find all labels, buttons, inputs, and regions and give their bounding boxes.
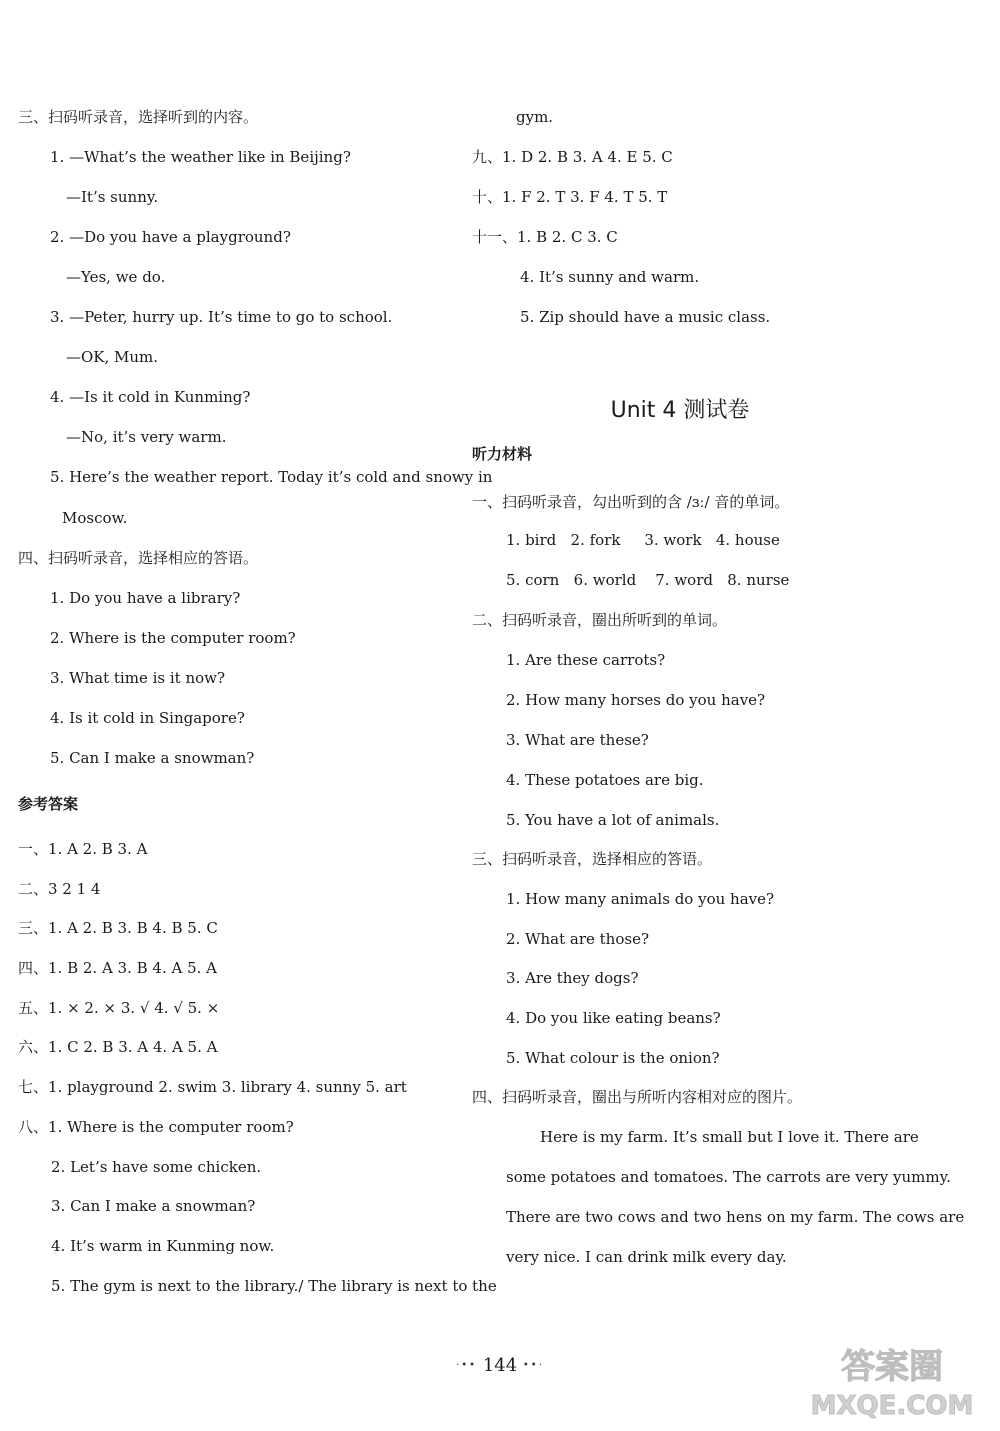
section-title: 一、扫码听录音，勾出听到的含 /ɜː/ 音的单词。 (472, 493, 790, 511)
question-line: 5. What colour is the onion? (506, 1049, 720, 1067)
dialogue-line: —It’s sunny. (66, 188, 159, 206)
question-line: 4. Is it cold in Singapore? (50, 709, 245, 727)
dialogue-line: —No, it’s very warm. (66, 428, 227, 446)
question-line: 2. Where is the computer room? (50, 629, 296, 647)
question-line: 5. You have a lot of animals. (506, 811, 720, 829)
page-number: 144 (482, 1355, 518, 1376)
question-line: 3. What are these? (506, 731, 649, 749)
question-line: 3. What time is it now? (50, 669, 226, 687)
footer-dots-left: ·•• (456, 1360, 478, 1371)
answer-line: 4. It’s warm in Kunming now. (51, 1237, 275, 1255)
answer-line: 2. Let’s have some chicken. (51, 1158, 262, 1176)
dialogue-line: —Yes, we do. (66, 268, 166, 286)
section-title: 三、扫码听录音，选择相应的答语。 (472, 850, 713, 868)
dialogue-line: 3. —Peter, hurry up. It’s time to go to school. (50, 308, 393, 326)
question-line: 3. Are they dogs? (506, 969, 639, 987)
question-line: 1. Do you have a library? (50, 589, 241, 607)
answer-line: 二、3 2 1 4 (18, 880, 101, 898)
passage-line: There are two cows and two hens on my farm. The cows are (506, 1208, 965, 1226)
answer-line: 八、1. Where is the computer room? (18, 1118, 294, 1136)
passage-line: Here is my farm. It’s small but I love it. There are (540, 1128, 919, 1146)
section-title: 四、扫码听录音，圈出与所听内容相对应的图片。 (472, 1088, 803, 1106)
svg-text:MXQE.COM: MXQE.COM (810, 1391, 974, 1421)
answer-line: 七、1. playground 2. swim 3. library 4. sunny 5. art (18, 1078, 407, 1096)
answer-line: 六、1. C 2. B 3. A 4. A 5. A (18, 1038, 218, 1056)
dialogue-line: —OK, Mum. (66, 348, 159, 366)
word-list: 1. bird 2. fork 3. work 4. house (506, 531, 780, 549)
answer-line: 四、1. B 2. A 3. B 4. A 5. A (18, 959, 218, 977)
unit-title: Unit 4 测试卷 (610, 398, 750, 423)
dialogue-line: Moscow. (62, 509, 128, 527)
section-title: 四、扫码听录音，选择相应的答语。 (18, 549, 259, 567)
answer-line: 一、1. A 2. B 3. A (18, 840, 148, 858)
passage-line: some potatoes and tomatoes. The carrots are very yummy. (506, 1168, 951, 1186)
dialogue-line: 2. —Do you have a playground? (50, 228, 291, 246)
question-line: 2. What are those? (506, 930, 649, 948)
footer-dots-right: ••· (522, 1360, 544, 1371)
answer-line: 十一、1. B 2. C 3. C (472, 228, 618, 246)
watermark-logo (802, 1338, 982, 1423)
answer-line: 3. Can I make a snowman? (51, 1197, 256, 1215)
answer-line: 5. Zip should have a music class. (520, 308, 771, 326)
question-line: 5. Can I make a snowman? (50, 749, 255, 767)
question-line: 4. These potatoes are big. (506, 771, 704, 789)
question-line: 1. How many animals do you have? (506, 890, 775, 908)
svg-text:答案圈: 答案圈 (841, 1347, 943, 1387)
passage-line: very nice. I can drink milk every day. (506, 1248, 787, 1266)
answer-line: 5. The gym is next to the library./ The library is next to the (51, 1277, 497, 1295)
listening-heading: 听力材料 (472, 445, 533, 463)
answers-heading: 参考答案 (18, 795, 79, 813)
answer-line: 三、1. A 2. B 3. B 4. B 5. C (18, 919, 218, 937)
answer-line: 十、1. F 2. T 3. F 4. T 5. T (472, 188, 668, 206)
section-title: 三、扫码听录音，选择听到的内容。 (18, 108, 259, 126)
section-title: 二、扫码听录音，圈出所听到的单词。 (472, 611, 728, 629)
question-line: 2. How many horses do you have? (506, 691, 766, 709)
question-line: 4. Do you like eating beans? (506, 1009, 721, 1027)
answer-line: 九、1. D 2. B 3. A 4. E 5. C (472, 148, 673, 166)
answer-line: 4. It’s sunny and warm. (520, 268, 700, 286)
answer-line: 五、1. × 2. × 3. √ 4. √ 5. × (18, 999, 220, 1017)
dialogue-line: 1. —What’s the weather like in Beijing? (50, 148, 351, 166)
word-list: 5. corn 6. world 7. word 8. nurse (506, 571, 790, 589)
answer-line: gym. (516, 108, 554, 126)
dialogue-line: 5. Here’s the weather report. Today it’s cold and snowy in (50, 468, 493, 486)
dialogue-line: 4. —Is it cold in Kunming? (50, 388, 251, 406)
question-line: 1. Are these carrots? (506, 651, 666, 669)
